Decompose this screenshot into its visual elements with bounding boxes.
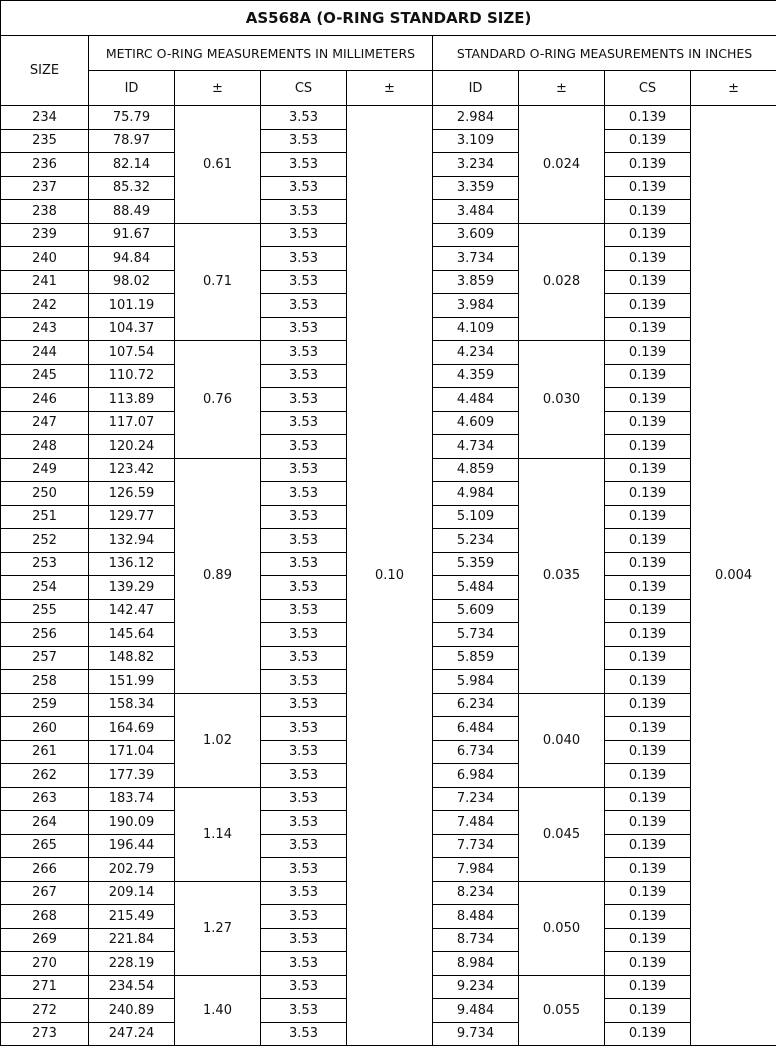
inch-cs-cell: 0.139	[605, 505, 691, 529]
metric-id-tolerance-cell: 0.71	[175, 223, 261, 341]
metric-cs-cell: 3.53	[261, 223, 347, 247]
metric-cs-cell: 3.53	[261, 576, 347, 600]
inch-cs-cell: 0.139	[605, 576, 691, 600]
size-cell: 271	[1, 975, 89, 999]
size-cell: 270	[1, 952, 89, 976]
inch-id-cell: 5.734	[433, 623, 519, 647]
inch-cs-cell: 0.139	[605, 740, 691, 764]
inch-cs-cell: 0.139	[605, 999, 691, 1023]
inch-id-cell: 6.734	[433, 740, 519, 764]
metric-id-cell: 183.74	[89, 787, 175, 811]
inch-id-cell: 5.859	[433, 646, 519, 670]
inch-id-cell: 4.609	[433, 411, 519, 435]
inch-id-cell: 3.984	[433, 294, 519, 318]
metric-id-cell: 82.14	[89, 153, 175, 177]
inch-cs-cell: 0.139	[605, 787, 691, 811]
metric-id-cell: 85.32	[89, 176, 175, 200]
inch-id-cell: 3.359	[433, 176, 519, 200]
metric-cs-cell: 3.53	[261, 270, 347, 294]
inch-cs-cell: 0.139	[605, 858, 691, 882]
metric-cs-cell: 3.53	[261, 341, 347, 365]
metric-id-tolerance-cell: 1.02	[175, 693, 261, 787]
inch-cs-tolerance-header: ±	[691, 71, 776, 106]
table-body	[1, 106, 776, 1046]
metric-id-tolerance-cell: 1.27	[175, 881, 261, 975]
inch-cs-cell: 0.139	[605, 270, 691, 294]
size-cell: 265	[1, 834, 89, 858]
inch-id-cell: 3.484	[433, 200, 519, 224]
inch-cs-header: CS	[605, 71, 691, 106]
size-cell: 236	[1, 153, 89, 177]
metric-id-cell: 145.64	[89, 623, 175, 647]
inch-id-cell: 3.734	[433, 247, 519, 271]
inch-id-cell: 5.484	[433, 576, 519, 600]
inch-id-cell: 8.734	[433, 928, 519, 952]
inch-id-cell: 4.984	[433, 482, 519, 506]
inch-cs-cell: 0.139	[605, 223, 691, 247]
size-cell: 251	[1, 505, 89, 529]
metric-cs-cell: 3.53	[261, 552, 347, 576]
metric-id-cell: 196.44	[89, 834, 175, 858]
size-header: SIZE	[1, 36, 89, 106]
size-cell: 255	[1, 599, 89, 623]
inch-id-cell: 5.609	[433, 599, 519, 623]
size-cell: 257	[1, 646, 89, 670]
metric-cs-cell: 3.53	[261, 200, 347, 224]
inch-id-cell: 6.484	[433, 717, 519, 741]
inch-cs-cell: 0.139	[605, 811, 691, 835]
size-cell: 258	[1, 670, 89, 694]
inch-id-cell: 4.484	[433, 388, 519, 412]
inch-cs-cell: 0.139	[605, 247, 691, 271]
size-cell: 262	[1, 764, 89, 788]
metric-cs-cell: 3.53	[261, 858, 347, 882]
inch-id-tolerance-header: ±	[519, 71, 605, 106]
metric-cs-cell: 3.53	[261, 599, 347, 623]
metric-id-cell: 164.69	[89, 717, 175, 741]
inch-id-cell: 7.984	[433, 858, 519, 882]
inch-id-tolerance-cell: 0.024	[519, 106, 605, 224]
size-cell: 253	[1, 552, 89, 576]
inch-id-tolerance-cell: 0.045	[519, 787, 605, 881]
inch-id-cell: 3.109	[433, 129, 519, 153]
inch-cs-cell: 0.139	[605, 294, 691, 318]
inch-id-cell: 9.734	[433, 1022, 519, 1046]
inch-cs-cell: 0.139	[605, 693, 691, 717]
inch-id-cell: 5.984	[433, 670, 519, 694]
metric-cs-cell: 3.53	[261, 505, 347, 529]
metric-id-cell: 107.54	[89, 341, 175, 365]
inch-id-tolerance-cell: 0.035	[519, 458, 605, 693]
inch-cs-cell: 0.139	[605, 388, 691, 412]
size-cell: 263	[1, 787, 89, 811]
metric-id-cell: 78.97	[89, 129, 175, 153]
inch-cs-cell: 0.139	[605, 670, 691, 694]
inch-cs-cell: 0.139	[605, 552, 691, 576]
metric-id-cell: 215.49	[89, 905, 175, 929]
metric-id-header: ID	[89, 71, 175, 106]
metric-id-cell: 171.04	[89, 740, 175, 764]
inch-id-tolerance-cell: 0.055	[519, 975, 605, 1046]
inch-cs-cell: 0.139	[605, 458, 691, 482]
metric-cs-cell: 3.53	[261, 458, 347, 482]
metric-id-cell: 120.24	[89, 435, 175, 459]
inch-id-tolerance-cell: 0.030	[519, 341, 605, 459]
metric-id-cell: 158.34	[89, 693, 175, 717]
inch-id-cell: 9.484	[433, 999, 519, 1023]
metric-id-cell: 240.89	[89, 999, 175, 1023]
inch-id-header: ID	[433, 71, 519, 106]
metric-id-tolerance-cell: 1.14	[175, 787, 261, 881]
inch-id-cell: 4.234	[433, 341, 519, 365]
metric-id-cell: 234.54	[89, 975, 175, 999]
metric-cs-cell: 3.53	[261, 247, 347, 271]
metric-id-cell: 151.99	[89, 670, 175, 694]
size-cell: 273	[1, 1022, 89, 1046]
size-cell: 246	[1, 388, 89, 412]
metric-cs-cell: 3.53	[261, 881, 347, 905]
metric-id-tolerance-cell: 0.89	[175, 458, 261, 693]
inch-id-cell: 6.984	[433, 764, 519, 788]
metric-cs-cell: 3.53	[261, 1022, 347, 1046]
metric-id-cell: 117.07	[89, 411, 175, 435]
size-cell: 256	[1, 623, 89, 647]
inch-cs-cell: 0.139	[605, 176, 691, 200]
inch-id-cell: 4.359	[433, 364, 519, 388]
metric-cs-cell: 3.53	[261, 928, 347, 952]
inch-id-cell: 8.234	[433, 881, 519, 905]
metric-group-header: METIRC O-RING MEASUREMENTS IN MILLIMETERS	[89, 36, 433, 71]
inch-cs-cell: 0.139	[605, 717, 691, 741]
size-cell: 241	[1, 270, 89, 294]
metric-cs-cell: 3.53	[261, 317, 347, 341]
metric-id-cell: 91.67	[89, 223, 175, 247]
inch-cs-cell: 0.139	[605, 764, 691, 788]
metric-id-tolerance-header: ±	[175, 71, 261, 106]
size-cell: 269	[1, 928, 89, 952]
metric-cs-cell: 3.53	[261, 787, 347, 811]
size-cell: 238	[1, 200, 89, 224]
inch-id-cell: 5.109	[433, 505, 519, 529]
metric-id-tolerance-cell: 0.61	[175, 106, 261, 224]
size-cell: 261	[1, 740, 89, 764]
metric-cs-cell: 3.53	[261, 106, 347, 130]
size-cell: 245	[1, 364, 89, 388]
inch-id-cell: 4.859	[433, 458, 519, 482]
metric-cs-cell: 3.53	[261, 975, 347, 999]
metric-cs-tolerance-header: ±	[347, 71, 433, 106]
inch-id-cell: 3.859	[433, 270, 519, 294]
metric-cs-cell: 3.53	[261, 905, 347, 929]
size-cell: 266	[1, 858, 89, 882]
metric-cs-tolerance-cell: 0.10	[347, 106, 433, 1046]
inch-id-cell: 9.234	[433, 975, 519, 999]
size-cell: 254	[1, 576, 89, 600]
size-cell: 268	[1, 905, 89, 929]
inch-id-cell: 6.234	[433, 693, 519, 717]
inch-id-cell: 2.984	[433, 106, 519, 130]
size-cell: 240	[1, 247, 89, 271]
metric-id-cell: 142.47	[89, 599, 175, 623]
inch-cs-cell: 0.139	[605, 411, 691, 435]
size-cell: 264	[1, 811, 89, 835]
metric-id-cell: 177.39	[89, 764, 175, 788]
metric-cs-cell: 3.53	[261, 834, 347, 858]
metric-cs-cell: 3.53	[261, 411, 347, 435]
size-cell: 259	[1, 693, 89, 717]
metric-id-cell: 190.09	[89, 811, 175, 835]
metric-id-cell: 202.79	[89, 858, 175, 882]
inch-cs-cell: 0.139	[605, 435, 691, 459]
inch-cs-cell: 0.139	[605, 599, 691, 623]
metric-cs-cell: 3.53	[261, 129, 347, 153]
metric-id-tolerance-cell: 1.40	[175, 975, 261, 1046]
size-cell: 242	[1, 294, 89, 318]
metric-cs-cell: 3.53	[261, 176, 347, 200]
metric-id-cell: 104.37	[89, 317, 175, 341]
size-cell: 235	[1, 129, 89, 153]
inch-cs-cell: 0.139	[605, 834, 691, 858]
table-row	[1, 106, 776, 130]
metric-id-cell: 98.02	[89, 270, 175, 294]
metric-id-cell: 221.84	[89, 928, 175, 952]
inch-id-cell: 7.484	[433, 811, 519, 835]
inch-cs-cell: 0.139	[605, 106, 691, 130]
inch-id-tolerance-cell: 0.050	[519, 881, 605, 975]
metric-cs-cell: 3.53	[261, 623, 347, 647]
metric-id-cell: 132.94	[89, 529, 175, 553]
inch-id-cell: 7.234	[433, 787, 519, 811]
inch-id-cell: 8.484	[433, 905, 519, 929]
inch-id-cell: 4.734	[433, 435, 519, 459]
metric-cs-cell: 3.53	[261, 811, 347, 835]
inch-id-tolerance-cell: 0.040	[519, 693, 605, 787]
metric-id-cell: 209.14	[89, 881, 175, 905]
size-cell: 237	[1, 176, 89, 200]
metric-id-cell: 126.59	[89, 482, 175, 506]
size-cell: 260	[1, 717, 89, 741]
metric-cs-cell: 3.53	[261, 646, 347, 670]
inch-cs-cell: 0.139	[605, 529, 691, 553]
size-cell: 239	[1, 223, 89, 247]
metric-id-cell: 136.12	[89, 552, 175, 576]
inch-cs-cell: 0.139	[605, 928, 691, 952]
size-cell: 234	[1, 106, 89, 130]
inch-cs-cell: 0.139	[605, 881, 691, 905]
metric-cs-cell: 3.53	[261, 294, 347, 318]
metric-cs-cell: 3.53	[261, 388, 347, 412]
size-cell: 243	[1, 317, 89, 341]
metric-id-cell: 139.29	[89, 576, 175, 600]
size-cell: 267	[1, 881, 89, 905]
inch-cs-tolerance-cell: 0.004	[691, 106, 776, 1046]
table-title: AS568A (O-RING STANDARD SIZE)	[1, 1, 776, 36]
metric-id-tolerance-cell: 0.76	[175, 341, 261, 459]
size-cell: 249	[1, 458, 89, 482]
inch-id-cell: 8.984	[433, 952, 519, 976]
metric-id-cell: 94.84	[89, 247, 175, 271]
inch-cs-cell: 0.139	[605, 646, 691, 670]
inch-cs-cell: 0.139	[605, 905, 691, 929]
inch-cs-cell: 0.139	[605, 952, 691, 976]
metric-id-cell: 101.19	[89, 294, 175, 318]
inch-cs-cell: 0.139	[605, 364, 691, 388]
metric-cs-cell: 3.53	[261, 952, 347, 976]
metric-id-cell: 228.19	[89, 952, 175, 976]
inch-id-cell: 4.109	[433, 317, 519, 341]
metric-cs-cell: 3.53	[261, 693, 347, 717]
inch-id-cell: 3.609	[433, 223, 519, 247]
inch-cs-cell: 0.139	[605, 341, 691, 365]
inch-cs-cell: 0.139	[605, 482, 691, 506]
metric-cs-cell: 3.53	[261, 153, 347, 177]
inch-id-cell: 5.359	[433, 552, 519, 576]
inch-cs-cell: 0.139	[605, 975, 691, 999]
metric-cs-cell: 3.53	[261, 435, 347, 459]
metric-cs-cell: 3.53	[261, 670, 347, 694]
size-cell: 252	[1, 529, 89, 553]
metric-id-cell: 75.79	[89, 106, 175, 130]
metric-cs-cell: 3.53	[261, 740, 347, 764]
metric-cs-cell: 3.53	[261, 717, 347, 741]
metric-cs-cell: 3.53	[261, 764, 347, 788]
inch-cs-cell: 0.139	[605, 200, 691, 224]
metric-id-cell: 123.42	[89, 458, 175, 482]
inch-id-tolerance-cell: 0.028	[519, 223, 605, 341]
metric-id-cell: 247.24	[89, 1022, 175, 1046]
size-cell: 247	[1, 411, 89, 435]
metric-cs-cell: 3.53	[261, 482, 347, 506]
inch-cs-cell: 0.139	[605, 1022, 691, 1046]
metric-id-cell: 148.82	[89, 646, 175, 670]
inch-cs-cell: 0.139	[605, 623, 691, 647]
metric-cs-cell: 3.53	[261, 364, 347, 388]
metric-cs-cell: 3.53	[261, 529, 347, 553]
size-cell: 250	[1, 482, 89, 506]
inch-cs-cell: 0.139	[605, 317, 691, 341]
inch-id-cell: 7.734	[433, 834, 519, 858]
metric-id-cell: 110.72	[89, 364, 175, 388]
size-cell: 244	[1, 341, 89, 365]
size-cell: 248	[1, 435, 89, 459]
inch-group-header: STANDARD O-RING MEASUREMENTS IN INCHES	[433, 36, 776, 71]
size-cell: 272	[1, 999, 89, 1023]
inch-id-cell: 3.234	[433, 153, 519, 177]
metric-id-cell: 88.49	[89, 200, 175, 224]
inch-cs-cell: 0.139	[605, 129, 691, 153]
metric-cs-header: CS	[261, 71, 347, 106]
metric-id-cell: 113.89	[89, 388, 175, 412]
inch-id-cell: 5.234	[433, 529, 519, 553]
metric-id-cell: 129.77	[89, 505, 175, 529]
inch-cs-cell: 0.139	[605, 153, 691, 177]
metric-cs-cell: 3.53	[261, 999, 347, 1023]
